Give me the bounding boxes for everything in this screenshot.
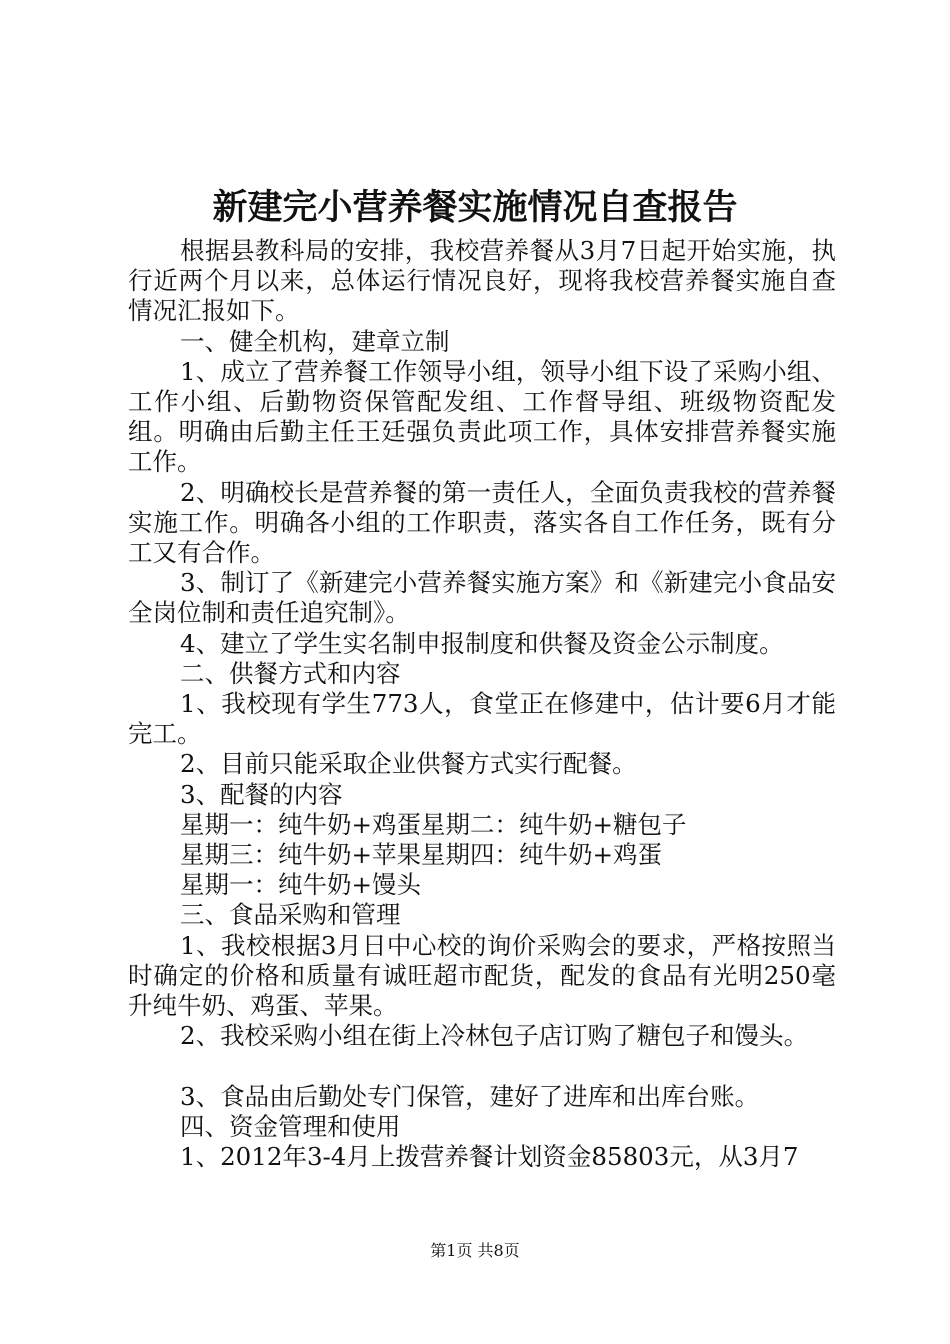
menu-line: 星期一：纯牛奶+鸡蛋星期二：纯牛奶+糖包子 (180, 809, 687, 839)
paragraph: 2、目前只能采取企业供餐方式实行配餐。 (180, 749, 637, 779)
document-body (128, 236, 836, 1172)
menu-line: 星期三：纯牛奶+苹果星期四：纯牛奶+鸡蛋 (180, 840, 663, 870)
paragraph: 1、2012年3-4月上拨营养餐计划资金85803元，从3月7 (180, 1142, 799, 1172)
blank-line (128, 1051, 836, 1081)
paragraph: 4、建立了学生实名制申报制度和供餐及资金公示制度。 (180, 628, 784, 658)
paragraph: 2、我校采购小组在街上冷林包子店订购了糖包子和馒头。 (180, 1021, 809, 1051)
document-title: 新建完小营养餐实施情况自查报告 (212, 187, 738, 228)
section-heading-3: 三、食品采购和管理 (180, 900, 401, 930)
page-footer: 第1页 共8页 (430, 1241, 520, 1260)
paragraph-intro: 根据县教科局的安排，我校营养餐从3月7日起开始实施，执行近两个月以来，总体运行情况良好，现将我校营养餐实施自查情况汇报如下。 (128, 236, 836, 326)
paragraph: 1、成立了营养餐工作领导小组，领导小组下设了采购小组、工作小组、后勤物资保管配发组、工作督导组、班级物资配发组。明确由后勤主任王廷强负责此项工作，具体安排营养餐实施工作。 (128, 356, 836, 477)
menu-line: 星期一：纯牛奶+馒头 (180, 870, 422, 900)
paragraph: 3、制订了《新建完小营养餐实施方案》和《新建完小食品安全岗位制和责任追究制》。 (128, 568, 836, 628)
paragraph: 1、我校现有学生773人，食堂正在修建中，估计要6月才能完工。 (128, 689, 836, 749)
section-heading-4: 四、资金管理和使用 (180, 1111, 401, 1141)
paragraph: 1、我校根据3月日中心校的询价采购会的要求，严格按照当时确定的价格和质量有诚旺超市配货，配发的食品有光明250毫升纯牛奶、鸡蛋、苹果。 (128, 930, 836, 1021)
paragraph: 3、配餐的内容 (180, 779, 343, 809)
paragraph: 3、食品由后勤处专门保管，建好了进库和出库台账。 (180, 1081, 760, 1111)
section-heading-2: 二、供餐方式和内容 (180, 658, 401, 688)
section-heading-1: 一、健全机构，建章立制 (180, 326, 450, 356)
paragraph: 2、明确校长是营养餐的第一责任人，全面负责我校的营养餐实施工作。明确各小组的工作职责，落实各自工作任务，既有分工又有合作。 (128, 477, 836, 568)
